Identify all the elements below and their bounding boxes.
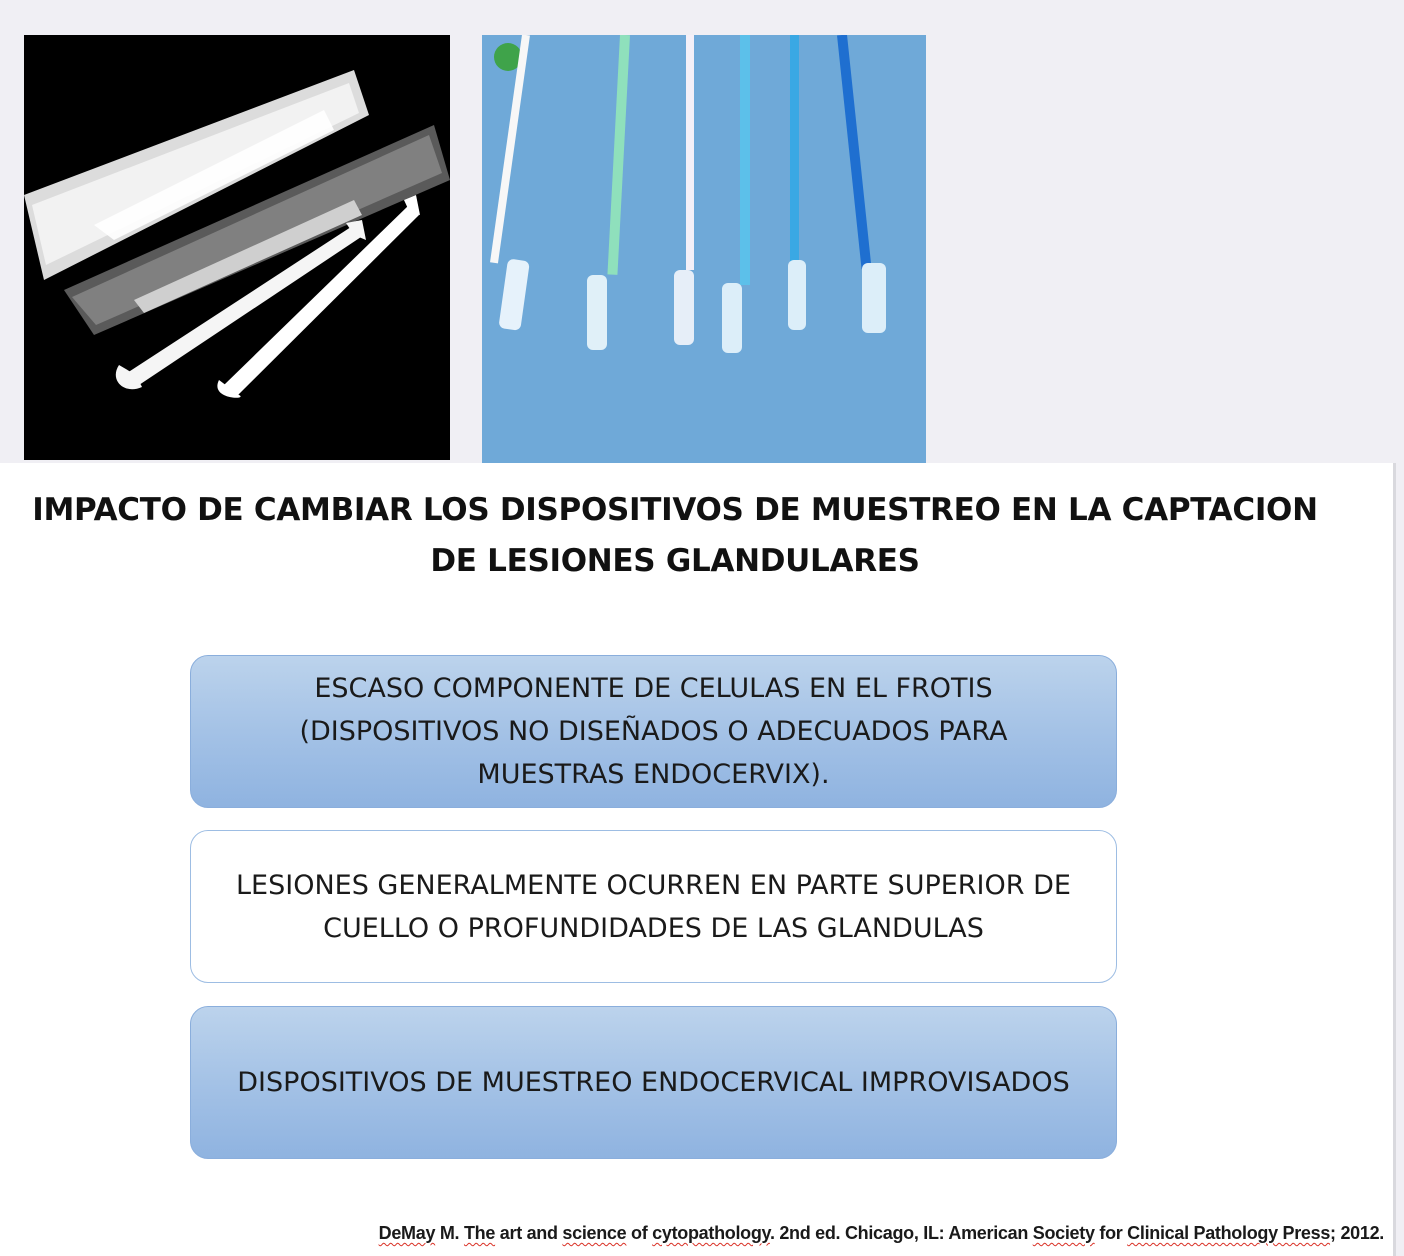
citation-part: art and — [495, 1223, 563, 1243]
reference-citation — [379, 1223, 1384, 1244]
spatulas-photo — [24, 35, 450, 460]
citation-part: science — [562, 1223, 627, 1243]
citation-part: cytopathology — [652, 1223, 770, 1243]
box-1-line-3: MUESTRAS ENDOCERVIX). — [477, 759, 830, 790]
citation-author: DeMay — [378, 1223, 436, 1243]
citation-part: Clinical Pathology Press — [1127, 1223, 1331, 1243]
citation-part: . 2nd ed. Chicago, IL: American — [769, 1223, 1033, 1243]
slide-title-line-1: IMPACTO DE CAMBIAR LOS DISPOSITIVOS DE MUESTREO EN LA CAPTACION — [32, 492, 1318, 528]
finding-box-lesion-location — [190, 830, 1117, 983]
citation-part: ; 2012. — [1330, 1223, 1384, 1243]
slide-panel — [0, 463, 1396, 1256]
box-1-line-2: (DISPOSITIVOS NO DISEÑADOS O ADECUADOS PARA — [299, 716, 1008, 747]
citation-part: Society — [1032, 1223, 1095, 1243]
finding-box-improvised-devices — [190, 1006, 1117, 1159]
finding-box-scarce-cells — [190, 655, 1117, 808]
citation-part: of — [626, 1223, 653, 1243]
box-1-line-1: ESCASO COMPONENTE DE CELULAS EN EL FROTIS — [314, 673, 993, 704]
box-2-line-1: LESIONES GENERALMENTE OCURREN EN PARTE SUPERIOR DE — [236, 869, 1071, 901]
box-3-line-1: DISPOSITIVOS DE MUESTREO ENDOCERVICAL IMPROVISADOS — [237, 1067, 1070, 1098]
box-2-line-2: CUELLO O PROFUNDIDADES DE LAS GLANDULAS — [323, 912, 984, 944]
cytobrushes-illustration — [482, 35, 926, 464]
citation-part: for — [1094, 1223, 1128, 1243]
slide-title-line-2: DE LESIONES GLANDULARES — [430, 543, 920, 579]
slide-title — [20, 485, 1330, 587]
spatulas-illustration — [24, 35, 450, 460]
citation-part: The — [463, 1223, 496, 1243]
citation-part: M. — [435, 1223, 464, 1243]
cytobrushes-photo — [482, 35, 926, 464]
